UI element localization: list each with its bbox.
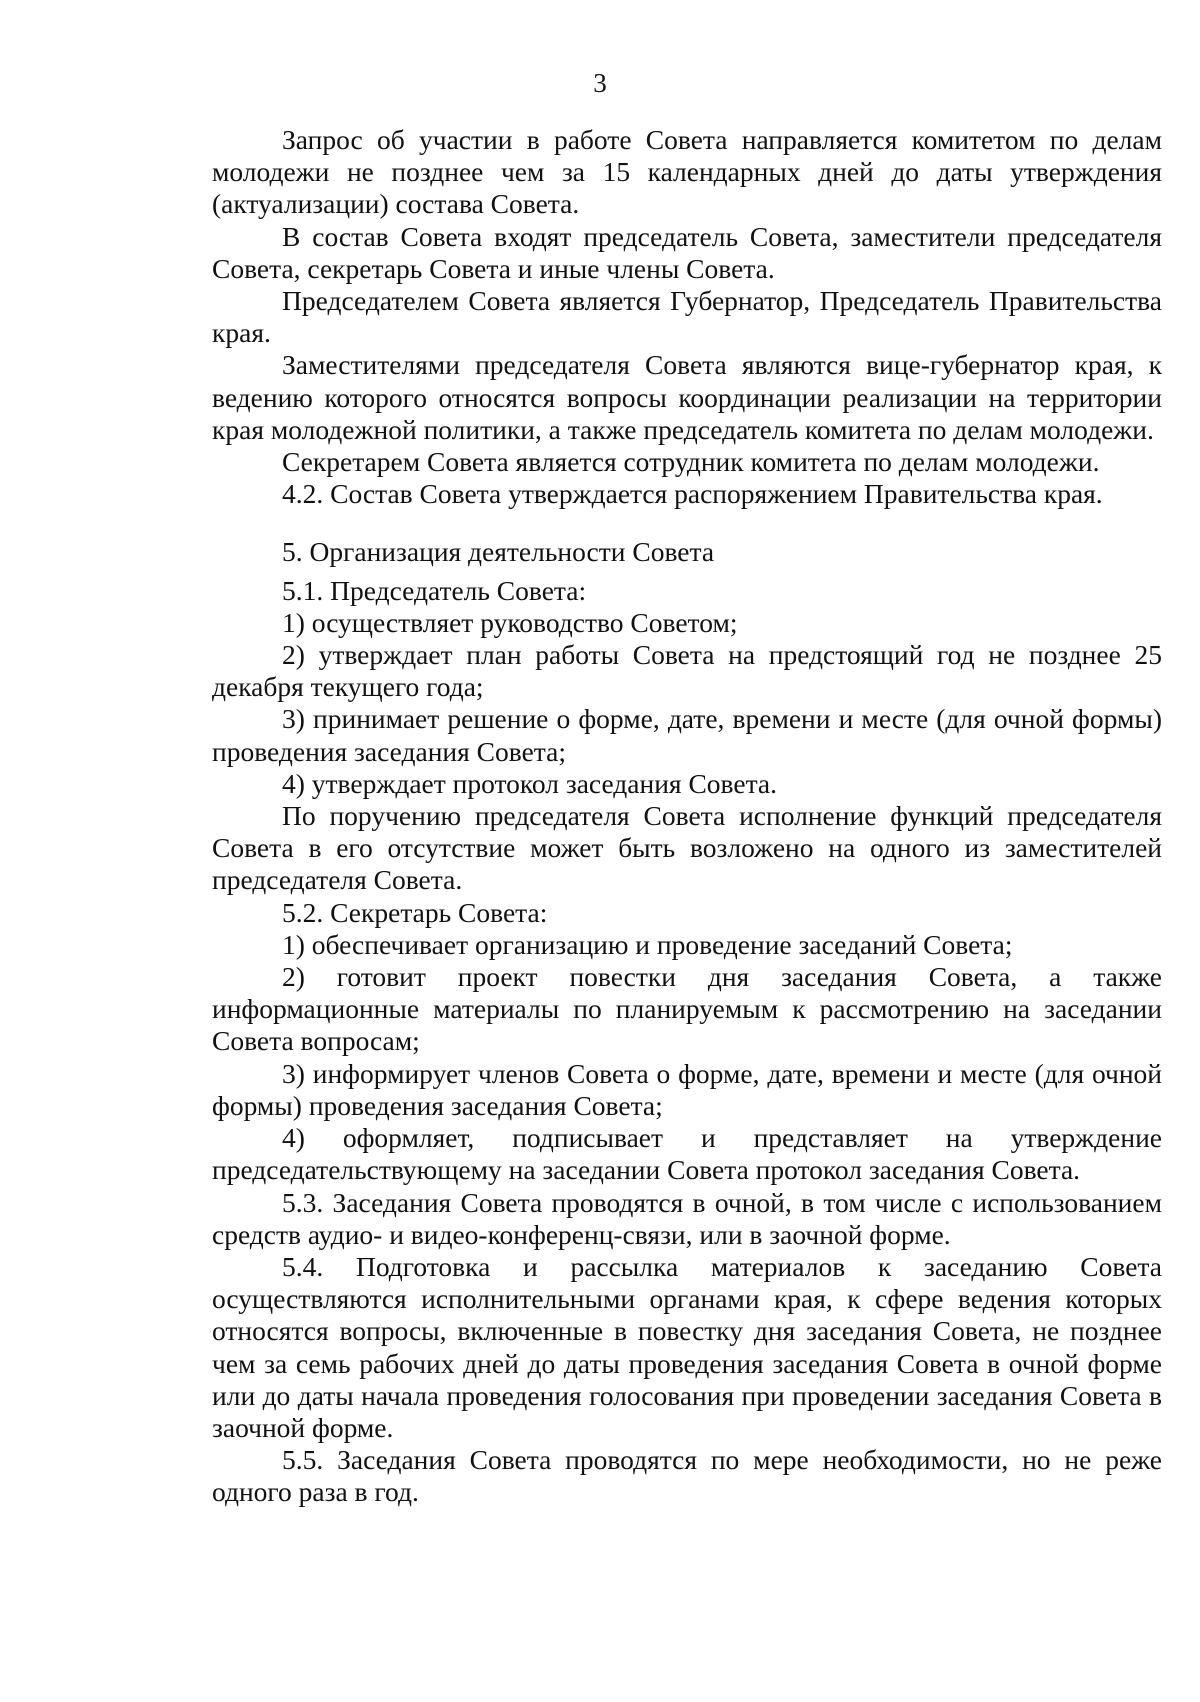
paragraph-secretary: Секретарем Совета является сотрудник комитета по делам молодежи. xyxy=(282,446,1100,478)
list-item: 4) оформляет, подписывает и представляет на утверждение председательствующему на заседании Совета протокол заседания Совета. xyxy=(212,1122,1162,1186)
paragraph-request: Запрос об участии в работе Совета направляется комитетом по делам молодежи не позднее чем за 15 календарных дней до даты утверждения (актуализации) состава Совета. xyxy=(212,124,1162,220)
paragraph-5-4: 5.4. Подготовка и рассылка материалов к заседанию Совета осуществляются исполнительными органами края, к сфере ведения которых относятся вопросы, включенные в повестку дня заседания Совета, не позднее чем за семь рабочих дней до даты проведения заседания Совета в очной форме или до даты начала проведения голосования при проведении заседания Совета в заочной форме. xyxy=(212,1250,1162,1443)
paragraph-composition: В состав Совета входят председатель Совета, заместители председателя Совета, секретарь Совета и иные члены Совета. xyxy=(212,220,1162,284)
paragraph-chairman: Председателем Совета является Губернатор, Председатель Правительства края. xyxy=(212,285,1162,349)
paragraph-delegation: По поручению председателя Совета исполнение функций председателя Совета в его отсутствие может быть возложено на одного из заместителей председателя Совета. xyxy=(212,800,1162,896)
list-item: 2) готовит проект повестки дня заседания Совета, а также информационные материалы по планируемым к рассмотрению на заседании Совета вопросам; xyxy=(212,961,1162,1057)
paragraph-5-3: 5.3. Заседания Совета проводятся в очной, в том числе с использованием средств аудио- и видео-конференц-связи, или в заочной форме. xyxy=(212,1186,1162,1250)
list-item: 4) утверждает протокол заседания Совета. xyxy=(282,767,777,799)
list-item: 3) принимает решение о форме, дате, времени и месте (для очной формы) проведения заседания Совета; xyxy=(212,703,1162,767)
section-spacer xyxy=(212,510,1162,536)
list-item: 1) обеспечивает организацию и проведение заседаний Совета; xyxy=(282,928,1013,960)
list-item: 1) осуществляет руководство Советом; xyxy=(282,606,738,638)
page-number: 3 xyxy=(593,68,607,98)
list-item: 3) информирует членов Совета о форме, дате, времени и месте (для очной формы) проведения заседания Совета; xyxy=(212,1057,1162,1121)
paragraph-deputies: Заместителями председателя Совета являются вице-губернатор края, к ведению которого относятся вопросы координации реализации на территории края молодежной политики, а также председатель комитета по делам молодежи. xyxy=(212,349,1162,445)
list-item: 2) утверждает план работы Совета на предстоящий год не позднее 25 декабря текущего года; xyxy=(212,639,1162,703)
paragraph-5-2: 5.2. Секретарь Совета: xyxy=(282,896,548,928)
paragraph-5-5: 5.5. Заседания Совета проводятся по мере необходимости, но не реже одного раза в год. xyxy=(212,1444,1162,1508)
paragraph-4-2: 4.2. Состав Совета утверждается распоряжением Правительства края. xyxy=(282,478,1103,510)
section-heading: 5. Организация деятельности Совета xyxy=(282,536,715,568)
document-body xyxy=(212,124,1162,1509)
paragraph-5-1: 5.1. Председатель Совета: xyxy=(282,574,587,606)
